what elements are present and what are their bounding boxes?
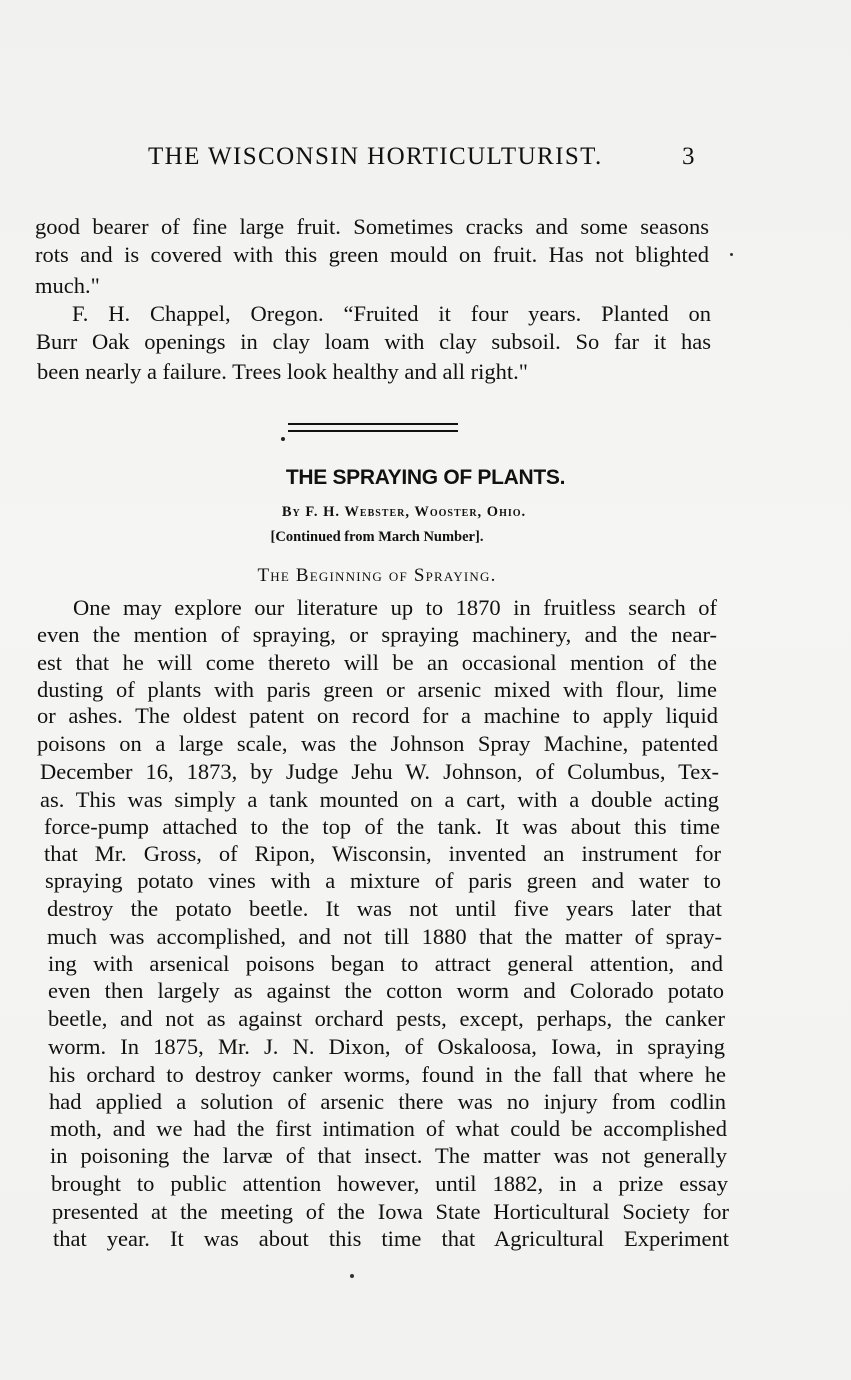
body-line: force-pump attached to the top of the tank. It was about this time — [44, 814, 720, 839]
body-line: spraying potato vines with a mixture of paris green and water to — [45, 868, 721, 893]
body-line: as. This was simply a tank mounted on a cart, with a double acting — [40, 787, 719, 812]
separator-rule-top — [288, 423, 458, 425]
body-line: even then largely as against the cotton worm and Colorado potato — [48, 978, 724, 1003]
continued-note: [Continued from March Number]. — [270, 529, 484, 545]
body-line: even the mention of spraying, or spraying machinery, and the near- — [37, 622, 717, 647]
body-line: destroy the potato beetle. It was not until five years later that — [47, 896, 722, 921]
intro-line: F. H. Chappel, Oregon. “Fruited it four years. Planted on — [72, 301, 711, 326]
body-line: in poisoning the larvæ of that insect. The matter was not generally — [50, 1143, 727, 1168]
intro-line: rots and is covered with this green mould on fruit. Has not blighted — [35, 242, 709, 267]
body-line: that year. It was about this time that Agricultural Experiment — [53, 1226, 729, 1251]
scan-speck — [730, 253, 733, 256]
scan-speck — [350, 1274, 354, 1278]
body-line: much was accomplished, and not till 1880 that the matter of spray- — [47, 924, 722, 949]
separator-rule-bottom — [288, 430, 458, 432]
article-byline: By F. H. Webster, Wooster, Ohio. — [281, 504, 527, 520]
body-line: poisons on a large scale, was the Johnson Spray Machine, patented — [37, 731, 718, 756]
body-line: moth, and we had the first intimation of what could be accomplished — [50, 1116, 727, 1141]
body-line: presented at the meeting of the Iowa State Horticultural Society for — [52, 1199, 729, 1224]
intro-line: much." — [35, 273, 100, 298]
article-title: THE SPRAYING OF PLANTS. — [285, 466, 566, 489]
page-number: 3 — [682, 143, 695, 170]
body-line: beetle, and not as against orchard pests, except, perhaps, the canker — [48, 1006, 725, 1031]
body-line: dusting of plants with paris green or arsenic mixed with flour, lime — [37, 677, 717, 702]
body-line: One may explore our literature up to 1870 in fruitless search of — [73, 595, 717, 620]
body-line: or ashes. The oldest patent on record for a machine to apply liquid — [37, 703, 718, 728]
body-line: worm. In 1875, Mr. J. N. Dixon, of Oskaloosa, Iowa, in spraying — [48, 1034, 725, 1059]
body-line: December 16, 1873, by Judge Jehu W. Johnson, of Columbus, Tex- — [40, 759, 719, 784]
intro-line: good bearer of fine large fruit. Sometimes cracks and some seasons — [35, 214, 709, 239]
body-line: ing with arsenical poisons began to attract general attention, and — [48, 951, 723, 976]
running-head: THE WISCONSIN HORTICULTURIST. — [148, 143, 603, 170]
body-line: brought to public attention however, until 1882, in a prize essay — [51, 1171, 728, 1196]
body-line: that Mr. Gross, of Ripon, Wisconsin, invented an instrument for — [44, 841, 721, 866]
separator-dot — [281, 437, 285, 441]
intro-line: Burr Oak openings in clay loam with clay subsoil. So far it has — [36, 329, 711, 354]
intro-line: been nearly a failure. Trees look healthy and all right." — [37, 359, 528, 384]
body-line: est that he will come thereto will be an occasional mention of the — [37, 650, 717, 675]
section-heading: The Beginning of Spraying. — [257, 565, 497, 586]
body-line: his orchard to destroy canker worms, found in the fall that where he — [49, 1062, 726, 1087]
body-line: had applied a solution of arsenic there was no injury from codlin — [49, 1089, 726, 1114]
